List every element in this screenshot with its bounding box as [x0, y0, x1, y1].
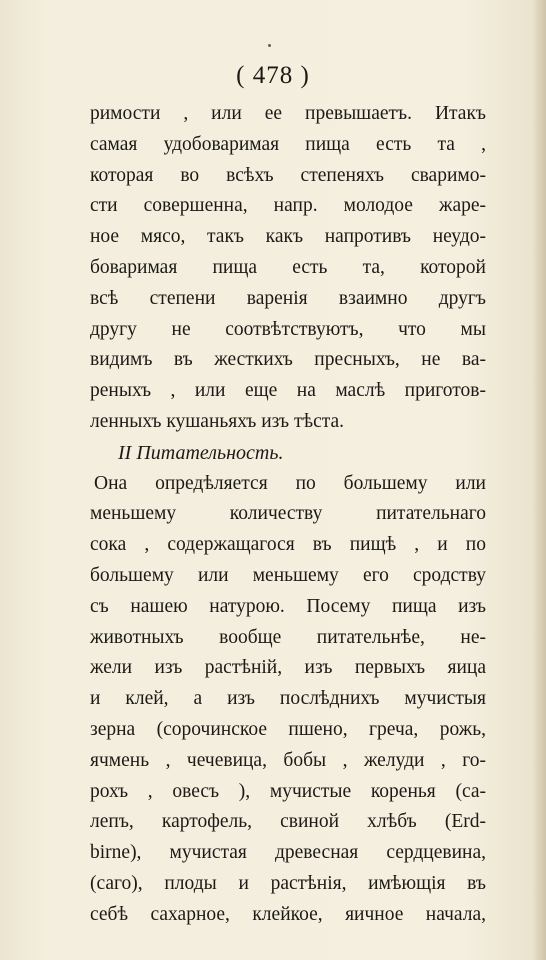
page-text	[90, 99, 486, 931]
text-line: birne), мучистая древесная сердцевина,	[90, 842, 486, 864]
text-line: лепъ, картофель, свиной хлѣбъ (Erd-	[90, 811, 486, 833]
page-number: ( 478 )	[236, 62, 310, 89]
text-line: меньшему количеству питательнаго	[90, 503, 486, 525]
text-line: животныхъ вообще питательнѣе, не-	[90, 626, 486, 648]
text-line: ленныхъ кушаньяхъ изъ тѣста.	[90, 410, 345, 432]
text-line: видимъ въ жесткихъ пресныхъ, не ва-	[90, 349, 486, 371]
text-line: и клей, а изъ послѣднихъ мучистыя	[90, 688, 486, 710]
text-line: римости , или ее превышаетъ. Итакъ	[90, 103, 486, 124]
text-line: себѣ сахарное, клейкое, яичное начала,	[90, 903, 486, 925]
text-line: другу не соотвѣтствуютъ, что мы	[90, 318, 486, 340]
text-line: (саго), плоды и растѣнія, имѣющія въ	[90, 872, 486, 894]
text-line: большему или меньшему его сродству	[90, 564, 486, 586]
text-line: реныхъ , или еще на маслѣ приготов-	[90, 380, 486, 402]
text-line: сока , содержащагося въ пищѣ , и по	[90, 534, 486, 556]
text-line: сти совершенна, напр. молодое жаре-	[90, 195, 486, 217]
text-line: которая во всѣхъ степеняхъ сваримо-	[90, 164, 486, 186]
text-line: ячмень , чечевица, бобы , желуди , го-	[90, 749, 486, 771]
text-line: самая удобоваримая пища есть та ,	[90, 133, 486, 155]
page-speck	[268, 44, 271, 47]
text-line: всѣ степени варенія взаимно другъ	[90, 287, 486, 309]
text-line: ное мясо, такъ какъ напротивъ неудо-	[90, 226, 486, 248]
text-line: Она опредѣляется по большему или	[94, 472, 486, 494]
text-line: зерна (сорочинское пшено, греча, рожь,	[90, 718, 486, 740]
text-line: жели изъ растѣній, изъ первыхъ яица	[90, 657, 486, 679]
text-line: съ нашею натурою. Посему пища изъ	[90, 595, 486, 617]
text-line: рохъ , овесъ ), мучистые коренья (са-	[90, 780, 486, 802]
page-edge-shadow	[532, 0, 546, 960]
text-line: боваримая пища есть та, которой	[90, 256, 486, 278]
section-heading: II Питательность.	[118, 441, 284, 464]
